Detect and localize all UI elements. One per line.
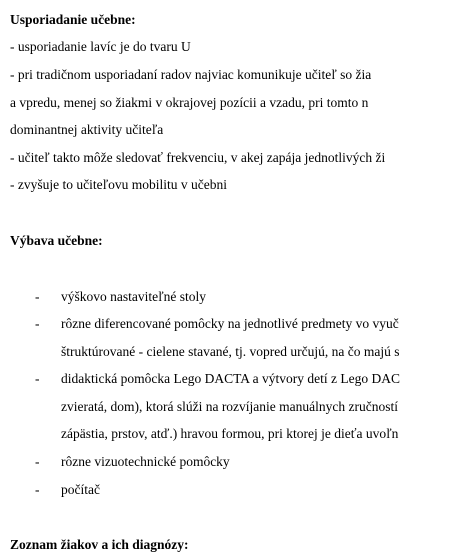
paragraph-line: a vpredu, menej so žiakmi v okrajovej pozícii a vzadu, pri tomto n — [10, 95, 369, 110]
paragraph-line: - pri tradičnom usporiadaní radov najviac komunikuje učiteľ so žia — [10, 67, 372, 82]
list-item-line: didaktická pomôcka Lego DACTA a výtvory detí z Lego DAC — [61, 371, 400, 386]
paragraph-line: - zvyšuje to učiteľovu mobilitu v učebni — [10, 177, 227, 192]
paragraph-line: dominantnej aktivity učiteľa — [10, 122, 164, 137]
list-item-line: štruktúrované - cielene stavané, tj. vopred určujú, na čo majú s — [61, 344, 400, 359]
section-heading-classroom-arrangement: Usporiadanie učebne: — [10, 12, 136, 27]
section-heading-student-list: Zoznam žiakov a ich diagnózy: — [10, 537, 189, 552]
list-item-line: rôzne vizuotechnické pomôcky — [61, 454, 230, 469]
list-bullet: - — [35, 454, 40, 469]
list-bullet: - — [35, 482, 40, 497]
list-item-line: výškovo nastaviteľné stoly — [61, 289, 206, 304]
list-item-line: zvieratá, dom), ktorá slúži na rozvíjanie manuálnych zručností — [61, 399, 398, 414]
paragraph-line: - usporiadanie lavíc je do tvaru U — [10, 39, 191, 54]
list-item-line: zápästia, prstov, atď.) hravou formou, pri ktorej je dieťa uvoľn — [61, 426, 399, 441]
section-heading-classroom-equipment: Výbava učebne: — [10, 233, 103, 248]
list-bullet: - — [35, 289, 40, 304]
list-item-line: počítač — [61, 482, 100, 497]
list-item-line: rôzne diferencované pomôcky na jednotlivé predmety vo vyuč — [61, 316, 399, 331]
paragraph-line: - učiteľ takto môže sledovať frekvenciu, v akej zapája jednotlivých ži — [10, 150, 386, 165]
list-bullet: - — [35, 316, 40, 331]
list-bullet: - — [35, 371, 40, 386]
